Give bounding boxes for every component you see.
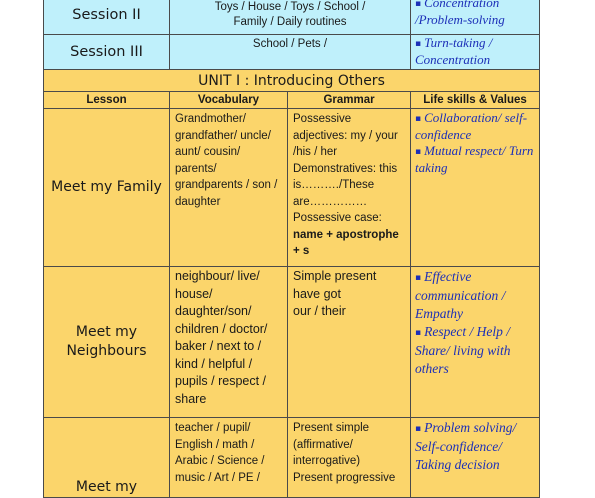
lesson-row	[44, 267, 540, 418]
lesson-row	[44, 418, 540, 498]
lesson-name: Meet my Neighbours	[44, 267, 170, 418]
bullet-icon: ▪	[415, 39, 422, 49]
session-label: Session III	[44, 35, 170, 70]
session-row-2	[44, 0, 540, 35]
curriculum-table	[43, 0, 540, 498]
lesson-life-skills: ▪ Collaboration/ self-confidence ▪ Mutual respect/ Turn taking	[411, 109, 540, 267]
session-label: Session II	[44, 0, 170, 35]
unit-title-row	[44, 70, 540, 92]
lesson-vocab: teacher / pupil/ English / math / Arabic / Science / music / Art / PE /	[170, 418, 288, 498]
bullet-icon: ▪	[415, 328, 422, 338]
bullet-icon: ▪	[415, 114, 422, 124]
bullet-icon: ▪	[415, 147, 422, 157]
unit-title: UNIT I : Introducing Others	[44, 70, 540, 92]
session-vocab: School / Pets /	[170, 35, 411, 70]
header-vocabulary: Vocabulary	[170, 92, 288, 109]
header-life-skills: Life skills & Values	[411, 92, 540, 109]
bullet-icon: ▪	[415, 0, 422, 9]
session-life-skills: ▪ Concentration /Problem-solving	[411, 0, 540, 35]
session-life-skills: ▪ Turn-taking / Concentration	[411, 35, 540, 70]
lesson-life-skills: ▪ Problem solving/ Self-confidence/ Taking decision	[411, 418, 540, 498]
lesson-life-skills: ▪ Effective communication / Empathy ▪ Respect / Help / Share/ living with others	[411, 267, 540, 418]
bullet-icon: ▪	[415, 273, 422, 283]
header-row	[44, 92, 540, 109]
lesson-grammar: Possessive adjectives: my / your /his / her Demonstratives: this is………./These are…………… Possessive case: name + apostrophe + s	[288, 109, 411, 267]
header-lesson: Lesson	[44, 92, 170, 109]
lesson-grammar: Present simple (affirmative/ interrogative) Present progressive	[288, 418, 411, 498]
lesson-vocab: Grandmother/ grandfather/ uncle/ aunt/ cousin/ parents/ grandparents / son / daughter	[170, 109, 288, 267]
header-grammar: Grammar	[288, 92, 411, 109]
bullet-icon: ▪	[415, 424, 422, 434]
lesson-name: Meet my	[44, 418, 170, 498]
lesson-vocab: neighbour/ live/ house/ daughter/son/ children / doctor/ baker / next to / kind / helpful / pupils / respect / share	[170, 267, 288, 418]
session-row-3	[44, 35, 540, 70]
lesson-name: Meet my Family	[44, 109, 170, 267]
session-vocab: Toys / House / Toys / School / Family / Daily routines	[170, 0, 411, 35]
lesson-row	[44, 109, 540, 267]
curriculum-table-wrapper	[43, 0, 539, 498]
lesson-grammar: Simple present have got our / their	[288, 267, 411, 418]
